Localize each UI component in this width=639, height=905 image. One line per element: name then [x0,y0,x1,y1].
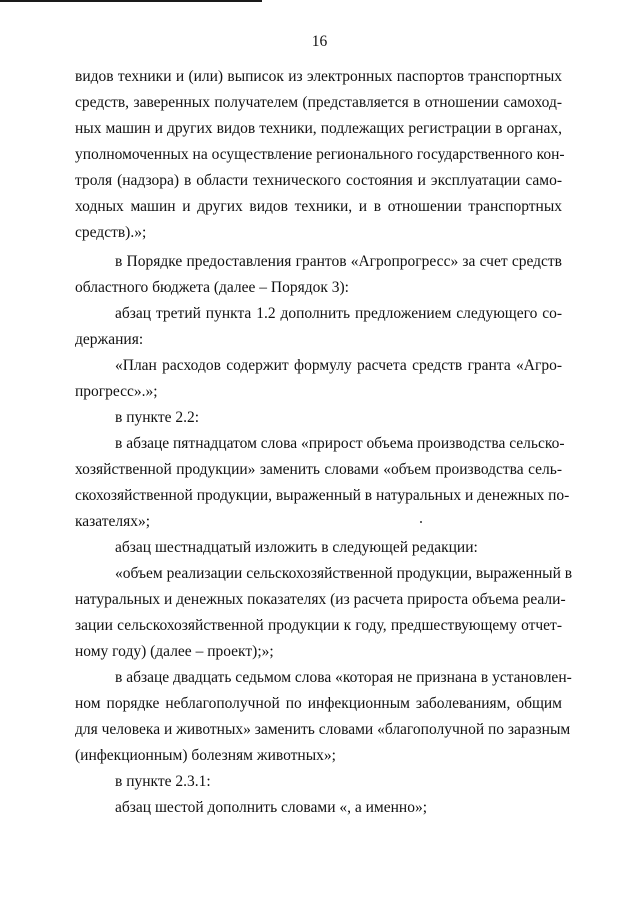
text-line: абзац шестой дополнить словами «, а именно»; [115,799,427,816]
text-line: для человека и животных» заменить словами «благополучной по заразным [75,721,571,738]
text-line: абзац третий пункта 1.2 дополнить предложением следующего со- [115,305,562,322]
text-line: казателях»; [75,513,151,530]
text-line: абзац шестнадцатый изложить в следующей редакции: [115,539,478,556]
text-line: троля (надзора) в области технического состояния и эксплуатации само- [75,172,562,189]
text-line: «План расходов содержит формулу расчета средств гранта «Агро- [115,357,562,374]
text-line: ному году) (далее – проект);»; [75,643,274,660]
text-line: хозяйственной продукции» заменить словами «объем производства сель- [75,461,562,478]
text-line: в Порядке предоставления грантов «Агропрогресс» за счет средств [115,253,562,270]
text-line: уполномоченных на осуществление регионального государственного кон- [75,146,565,163]
text-line: держания: [75,331,144,348]
text-line: «объем реализации сельскохозяйственной продукции, выраженный в [115,565,573,582]
text-line: средств, заверенных получателем (представляется в отношении самоход- [75,94,562,111]
text-line: прогресс».»; [75,383,158,400]
text-line: зации сельскохозяйственной продукции к году, предшествующему отчет- [75,617,562,634]
page-number: 16 [311,33,328,50]
text-line: ных машин и других видов техники, подлежащих регистрации в органах, [75,120,562,137]
top-edge-line [0,0,262,2]
text-line: ном порядке неблагополучной по инфекционным заболеваниям, общим [75,695,562,712]
text-line: скохозяйственной продукции, выраженный в натуральных и денежных по- [75,487,570,504]
text-line: в пункте 2.3.1: [115,773,211,790]
text-line: в абзаце пятнадцатом слова «прирост объема производства сельско- [115,435,565,452]
text-line: средств).»; [75,224,147,241]
text-line: областного бюджета (далее – Порядок 3): [75,279,349,296]
text-line: (инфекционным) болезням животных»; [75,747,336,764]
scan-speck [420,521,422,523]
text-line: в абзаце двадцать седьмом слова «которая не признана в установлен- [115,669,572,686]
text-line: ходных машин и других видов техники, и в отношении транспортных [75,198,562,215]
text-line: в пункте 2.2: [115,409,200,426]
text-line: натуральных и денежных показателях (из расчета прироста объема реали- [75,591,566,608]
text-line: видов техники и (или) выписок из электронных паспортов транспортных [75,68,562,85]
